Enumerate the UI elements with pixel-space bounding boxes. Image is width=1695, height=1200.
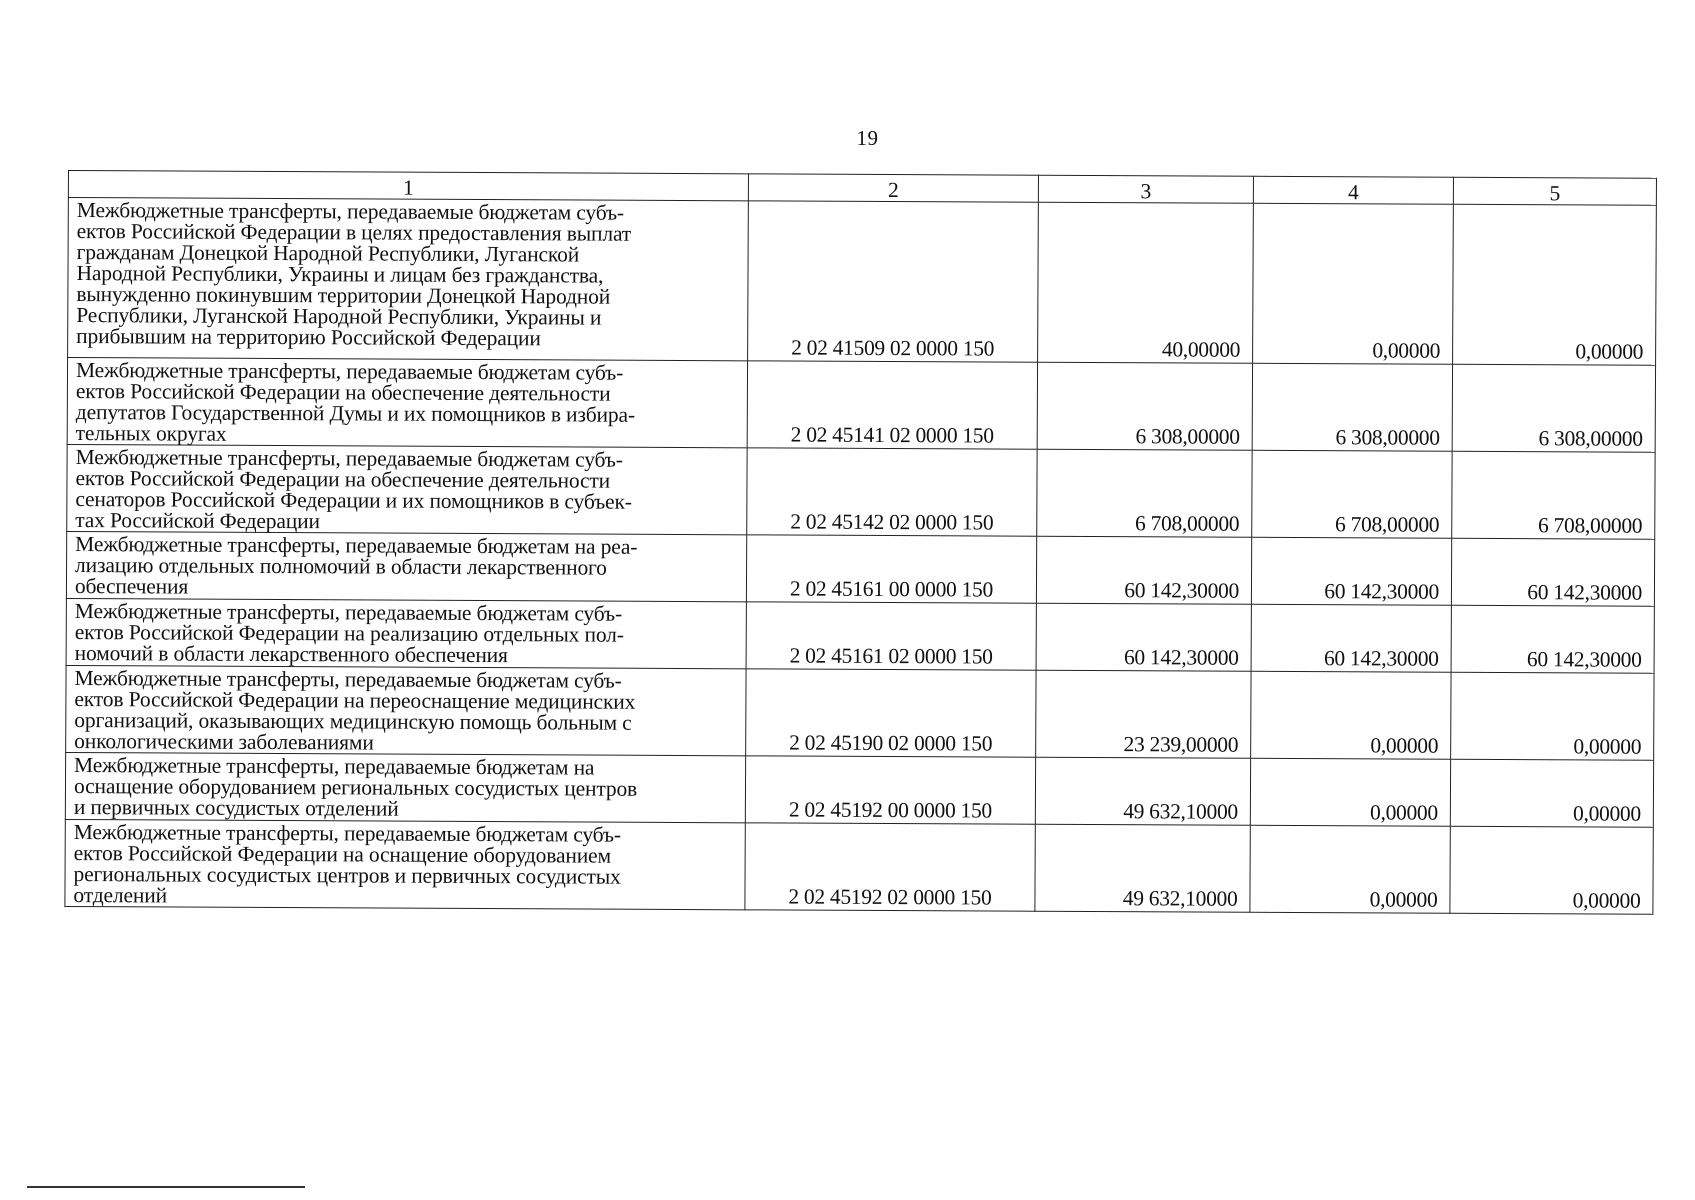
description-line: Межбюджетные трансферты, передаваемые бюджетам субъ- — [75, 358, 624, 385]
description-line: Межбюджетные трансферты, передаваемые бюджетам субъ- — [74, 666, 622, 693]
column-header-3: 3 — [1038, 175, 1253, 203]
description-line: Межбюджетные трансферты, передаваемые бюджетам субъ- — [75, 445, 623, 472]
budget-classification-code: 2 02 45190 02 0000 150 — [746, 669, 1036, 757]
description-line: ектов Российской Федерации на оснащение оборудованием — [73, 841, 611, 868]
budget-classification-code: 2 02 45161 02 0000 150 — [746, 602, 1036, 670]
transfer-description — [66, 598, 746, 668]
amount-year-2: 60 142,30000 — [1251, 604, 1451, 672]
description-line: ектов Российской Федерации на обеспечение деятельности — [75, 379, 611, 406]
description-line: Народной Республики, Украины и лицам без гражданства, — [76, 261, 604, 288]
description-line: организаций, оказывающих медицинскую помощь больным с — [74, 708, 632, 735]
table-row — [65, 819, 1653, 914]
description-line: ектов Российской Федерации в целях предоставления выплат — [76, 219, 632, 246]
table-row — [66, 598, 1654, 673]
transfer-description — [68, 198, 749, 361]
amount-year-3: 0,00000 — [1453, 204, 1657, 365]
budget-classification-code: 2 02 41509 02 0000 150 — [748, 201, 1039, 362]
description-line: Межбюджетные трансферты, передаваемые бюджетам субъ- — [74, 599, 623, 626]
amount-year-1: 40,00000 — [1038, 202, 1254, 363]
amount-year-1: 23 239,00000 — [1036, 670, 1251, 758]
transfer-description — [66, 531, 746, 601]
description-line: онкологическими заболеваниями — [74, 729, 374, 755]
description-line: депутатов Государственной Думы и их помощников в избира- — [75, 400, 635, 427]
description-line: Межбюджетные трансферты, передаваемые бюджетам на реа- — [75, 532, 638, 559]
description-line: гражданам Донецкой Народной Республики, Луганской — [76, 240, 580, 267]
description-line: вынужденно покинувшим территории Донецкой Народной — [76, 282, 611, 309]
amount-year-1: 6 708,00000 — [1037, 449, 1252, 537]
description-line: тах Российской Федерации — [75, 508, 320, 534]
transfer-description — [65, 819, 745, 909]
column-header-4: 4 — [1253, 176, 1453, 204]
budget-classification-code: 2 02 45161 00 0000 150 — [746, 535, 1036, 603]
amount-year-3: 0,00000 — [1450, 759, 1653, 827]
budget-classification-code: 2 02 45192 02 0000 150 — [745, 823, 1035, 911]
amount-year-2: 6 308,00000 — [1252, 363, 1452, 451]
amount-year-2: 6 708,00000 — [1252, 450, 1452, 538]
description-line: номочий в области лекарственного обеспечения — [74, 641, 508, 668]
description-line: Межбюджетные трансферты, передаваемые бюджетам субъ- — [76, 198, 625, 225]
budget-transfers-table — [64, 170, 1657, 915]
amount-year-1: 60 142,30000 — [1036, 603, 1251, 671]
table-row — [66, 531, 1654, 606]
budget-classification-code: 2 02 45142 02 0000 150 — [747, 448, 1037, 536]
amount-year-1: 6 308,00000 — [1037, 362, 1252, 450]
description-line: обеспечения — [74, 574, 189, 599]
budget-classification-code: 2 02 45192 00 0000 150 — [745, 756, 1035, 824]
amount-year-2: 0,00000 — [1251, 671, 1451, 759]
description-line: сенаторов Российской Федерации и их помощников в субъек- — [75, 487, 632, 514]
column-header-1: 1 — [68, 171, 748, 201]
table-row — [66, 665, 1654, 760]
amount-year-1: 49 632,10000 — [1035, 824, 1250, 912]
page-number: 19 — [856, 126, 879, 150]
budget-classification-code: 2 02 45141 02 0000 150 — [747, 361, 1037, 449]
amount-year-3: 0,00000 — [1450, 826, 1653, 914]
table-row — [67, 358, 1655, 453]
amount-year-2: 0,00000 — [1250, 758, 1450, 826]
description-line: Республики, Луганской Народной Республики, Украины и — [76, 303, 602, 330]
description-line: и первичных сосудистых отделений — [73, 795, 399, 821]
description-line: Межбюджетные трансферты, передаваемые бюджетам на — [74, 753, 595, 780]
amount-year-3: 6 708,00000 — [1452, 451, 1655, 539]
amount-year-3: 0,00000 — [1451, 672, 1654, 760]
table-row — [67, 444, 1655, 539]
description-line: ектов Российской Федерации на обеспечение деятельности — [75, 466, 611, 493]
description-line: Межбюджетные трансферты, передаваемые бюджетам субъ- — [73, 820, 622, 847]
description-line: ектов Российской Федерации на переоснащение медицинских — [74, 687, 636, 714]
table-row — [68, 198, 1657, 366]
transfer-description — [65, 752, 745, 822]
amount-year-2: 60 142,30000 — [1251, 537, 1451, 605]
amount-year-3: 60 142,30000 — [1451, 605, 1654, 673]
column-header-5: 5 — [1453, 177, 1656, 205]
description-line: тельных округах — [75, 421, 227, 446]
footnote-separator-line — [27, 1186, 305, 1188]
description-line: региональных сосудистых центров и первичных сосудистых — [73, 862, 621, 889]
amount-year-2: 0,00000 — [1253, 203, 1454, 364]
description-line: лизацию отдельных полномочий в области лекарственного — [75, 553, 607, 580]
description-line: ектов Российской Федерации на реализацию отдельных пол- — [74, 620, 624, 647]
amount-year-2: 0,00000 — [1250, 825, 1450, 913]
description-line: оснащение оборудованием региональных сосудистых центров — [73, 774, 638, 801]
amount-year-3: 60 142,30000 — [1451, 538, 1654, 606]
transfer-description — [66, 665, 746, 755]
transfer-description — [67, 358, 747, 448]
description-line: прибывшим на территорию Российской Федерации — [76, 324, 541, 351]
amount-year-1: 49 632,10000 — [1035, 757, 1250, 825]
description-line: отделений — [73, 883, 168, 908]
table-row — [65, 752, 1653, 827]
amount-year-3: 6 308,00000 — [1452, 364, 1655, 452]
column-header-2: 2 — [748, 174, 1038, 202]
transfer-description — [67, 444, 747, 534]
amount-year-1: 60 142,30000 — [1036, 536, 1251, 604]
